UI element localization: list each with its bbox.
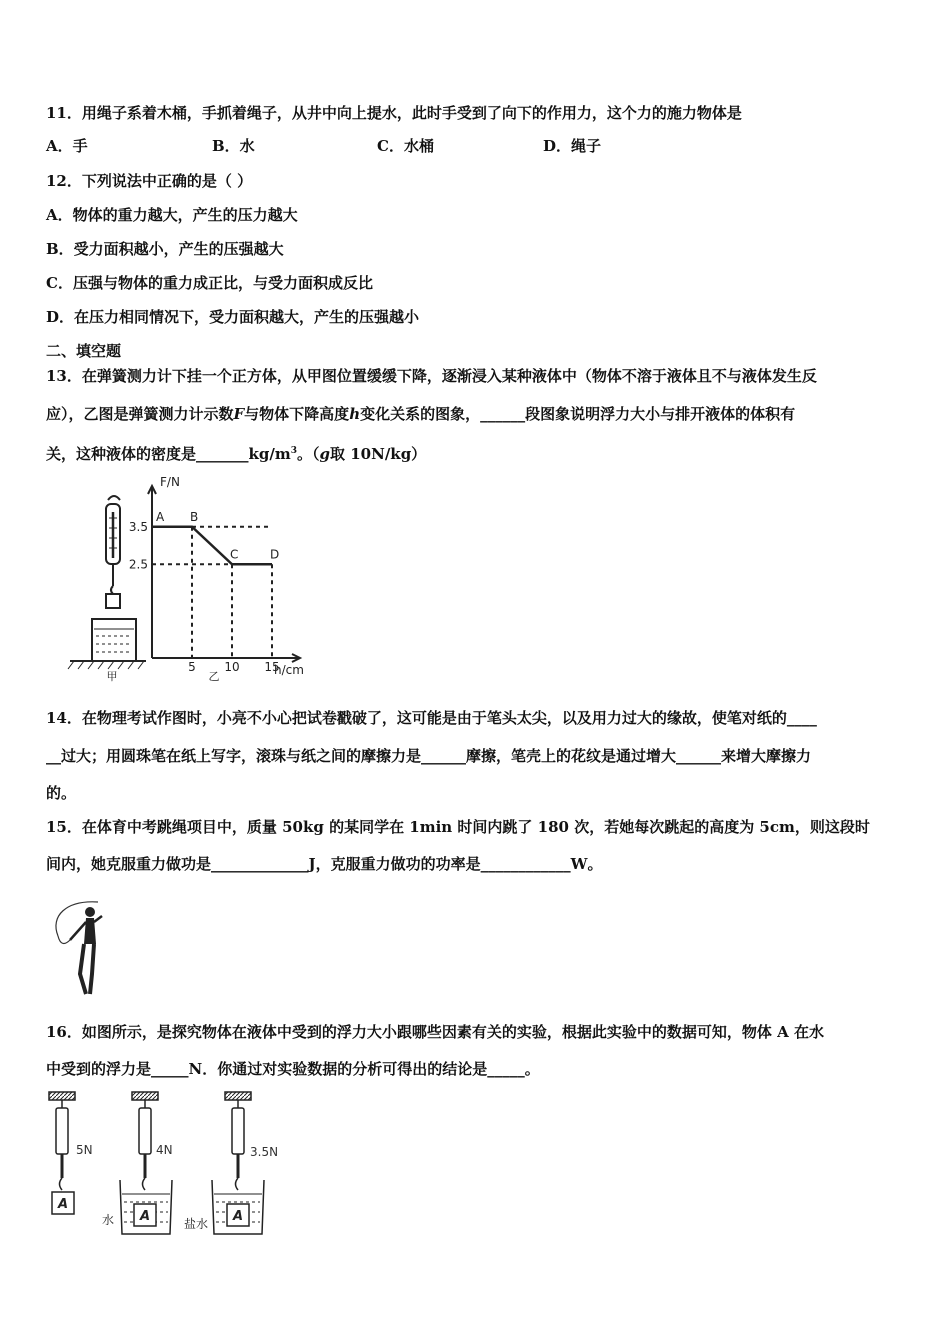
reading-water: 4N <box>156 1143 173 1157</box>
point-label-A: A <box>156 509 165 524</box>
point-label-C: C <box>230 547 239 562</box>
q13-figure <box>60 474 350 684</box>
y-tick-label-1: 3.5 <box>128 519 148 534</box>
point-label-B: B <box>190 509 199 524</box>
y-tick-label-0: 2.5 <box>128 557 148 572</box>
x-tick-label-1: 10 <box>224 660 240 674</box>
liquid-label-water: 水 <box>102 1213 115 1227</box>
q12-option-a: A．物体的重力越大，产生的压力越大 <box>46 206 298 224</box>
q12-option-d: D．在压力相同情况下，受力面积越大，产生的压强越小 <box>46 308 420 326</box>
buoyancy-experiment-figure <box>44 1088 294 1238</box>
q15-line-1: 15．在体育中考跳绳项目中，质量 50kg 的某同学在 1min 时间内跳了 180 次，若她每次跳起的高度为 5cm，则这段时 <box>46 818 870 836</box>
x-tick-label-2: 15 <box>264 660 280 674</box>
q14-line-1: 14．在物理考试作图时，小亮不小心把试卷戳破了，这可能是由于笔头太尖，以及用力过大的缘故，使笔对纸的____ <box>46 709 817 727</box>
q11-option-a: A．手 <box>46 137 88 155</box>
reading-saltwater: 3.5N <box>250 1145 279 1159</box>
block-label-saltwater: A <box>232 1209 244 1224</box>
block-label-air: A <box>57 1197 69 1212</box>
q13-line-3: 关，这种液体的密度是$\_\_\_\_\_\_\_kg/m^3$。（g取 10N/kg） <box>46 445 427 463</box>
q11-option-d: D．绳子 <box>543 137 602 155</box>
rope-jumper-figure <box>46 896 122 1002</box>
rope-jumper-icon <box>56 902 102 994</box>
q16-line-2: 中受到的浮力是_____N．你通过对实验数据的分析可得出的结论是_____。 <box>46 1060 540 1078</box>
force-line <box>152 527 272 565</box>
q11-option-c: C．水桶 <box>377 137 434 155</box>
caption-jia: 甲 <box>106 670 118 683</box>
section-title: 二、填空题 <box>46 342 122 360</box>
block-label-water: A <box>139 1209 151 1224</box>
q12-stem: 12．下列说法中正确的是（ ） <box>46 172 253 190</box>
spring-scale-air-icon <box>49 1092 75 1214</box>
q12-option-c: C．压强与物体的重力成正比，与受力面积成反比 <box>46 274 373 292</box>
q11-option-b: B．水 <box>212 137 255 155</box>
x-tick-label-0: 5 <box>188 660 196 674</box>
q13-line-1: 13．在弹簧测力计下挂一个正方体，从甲图位置缓缓下降，逐渐浸入某种液体中（物体不溶于液体且不与液体发生反 <box>46 367 817 385</box>
q15-line-2: 间内，她克服重力做功是_____________J，克服重力做功的功率是____________W。 <box>46 855 603 873</box>
caption-yi: 乙 <box>208 670 220 683</box>
q12-option-b: B．受力面积越小，产生的压强越大 <box>46 240 284 258</box>
q11-stem: 11．用绳子系着木桶，手抓着绳子，从井中向上提水，此时手受到了向下的作用力，这个力的施力物体是 <box>46 104 742 122</box>
spring-scale-icon <box>106 496 120 608</box>
q14-line-2: __过大；用圆珠笔在纸上写字，滚珠与纸之间的摩擦力是______摩擦，笔壳上的花纹是通过增大______来增大摩擦力 <box>46 747 812 765</box>
point-label-D: D <box>270 547 280 562</box>
x-axis-label: h/cm <box>274 663 304 677</box>
q14-line-3: 的。 <box>46 784 77 802</box>
liquid-label-saltwater: 盐水 <box>184 1217 209 1231</box>
beaker-icon <box>68 619 146 669</box>
q16-line-1: 16．如图所示，是探究物体在液体中受到的浮力大小跟哪些因素有关的实验，根据此实验中的数据可知，物体 A 在水 <box>46 1023 824 1041</box>
reading-air: 5N <box>76 1143 93 1157</box>
y-axis-label: F/N <box>160 475 180 489</box>
q13-line-2: 应），乙图是弹簧测力计示数F与物体下降高度h变化关系的图象，______段图象说明浮力大小与排开液体的体积有 <box>46 405 796 423</box>
